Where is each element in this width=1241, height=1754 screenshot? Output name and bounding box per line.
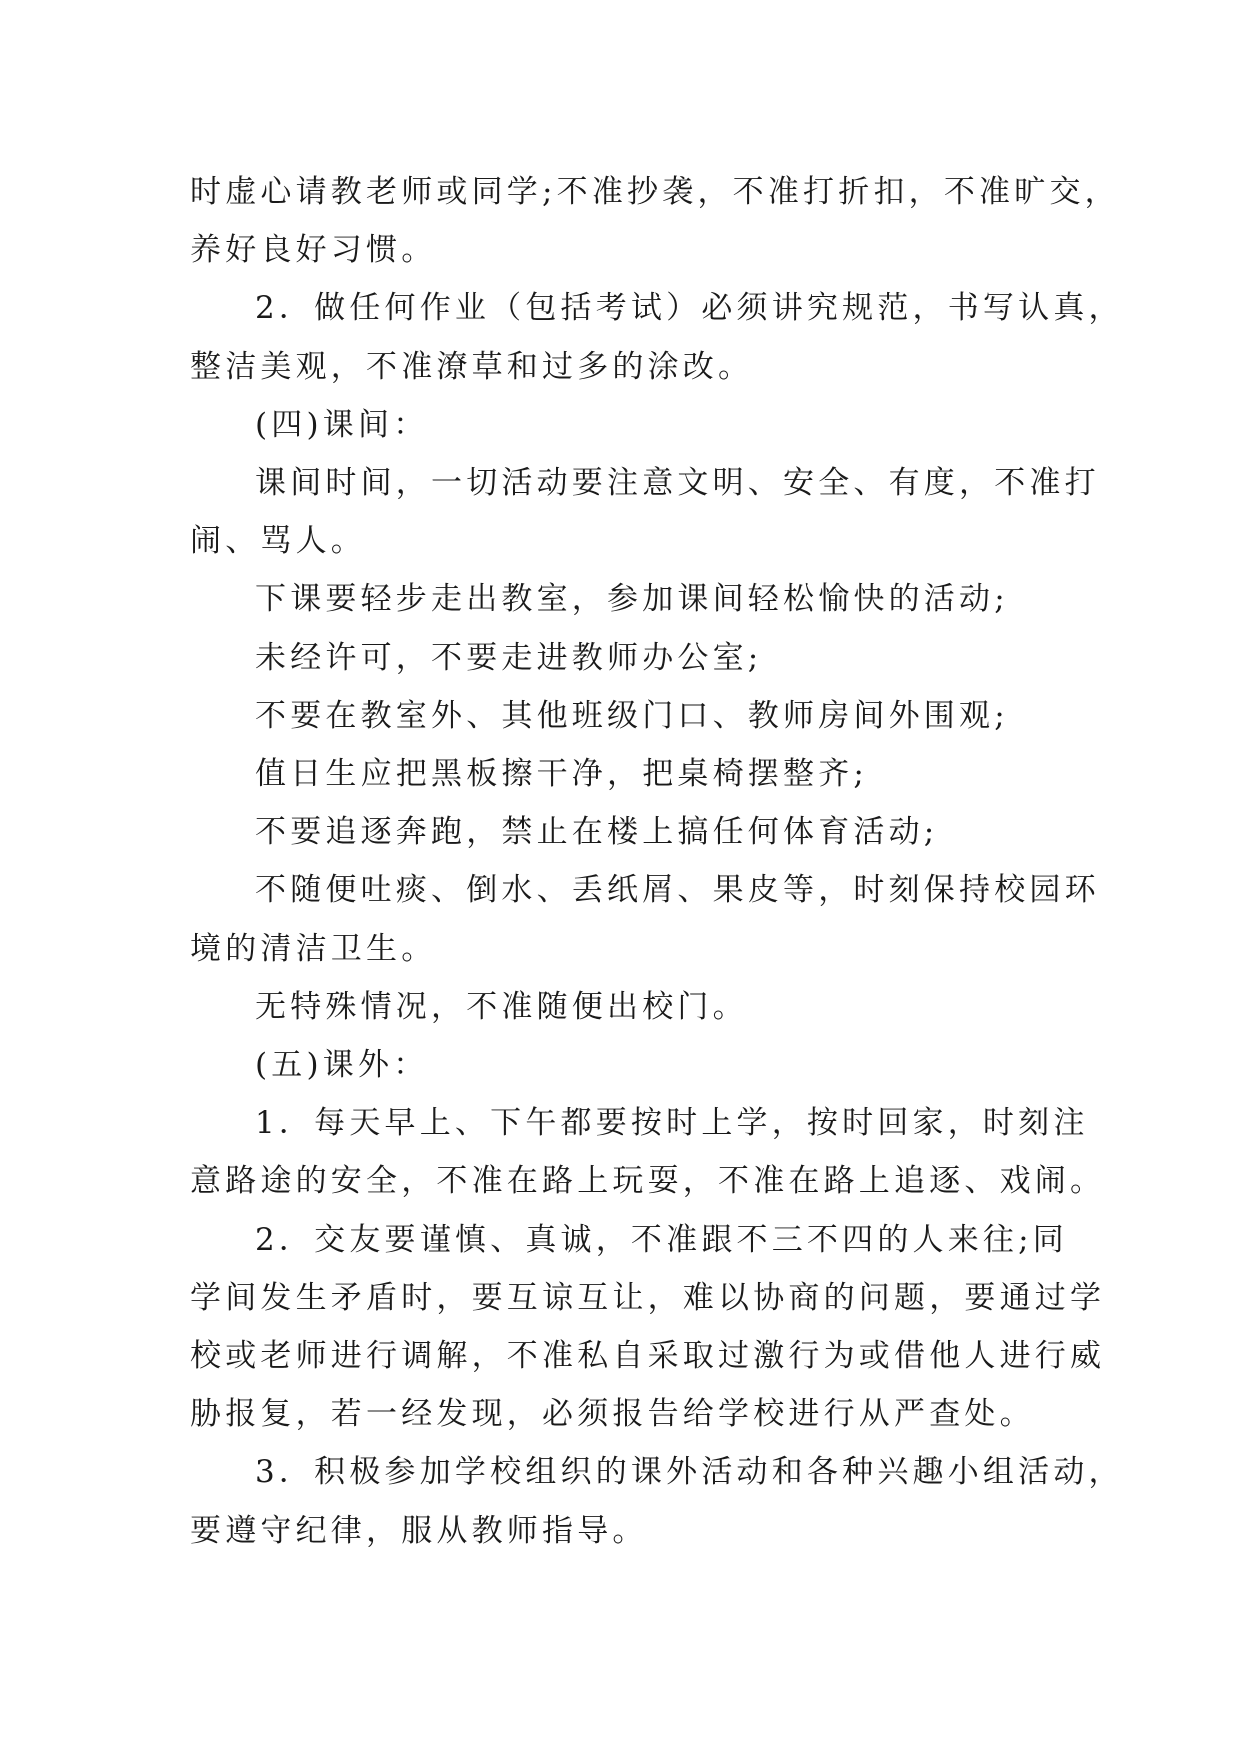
section-heading: (四)课间： <box>255 406 429 443</box>
text-line: 养好良好习惯。 <box>190 232 437 269</box>
text-line: 3．积极参加学校组织的课外活动和各种兴趣小组活动， <box>255 1454 1124 1491</box>
document-body <box>190 163 1124 1560</box>
text-line: 境的清洁卫生。 <box>190 930 437 967</box>
text-line: 课间时间，一切活动要注意文明、安全、有度，不准打 <box>255 465 1100 502</box>
text-line: 时虚心请教老师或同学;不准抄袭，不准打折扣，不准旷交， <box>190 174 1120 210</box>
text-line: 无特殊情况，不准随便出校门。 <box>255 988 748 1025</box>
text-line: 不随便吐痰、倒水、丢纸屑、果皮等，时刻保持校园环 <box>255 872 1100 909</box>
text-line: 不要在教室外、其他班级门口、教师房间外围观; <box>255 697 1009 734</box>
text-line: 不要追逐奔跑，禁止在楼上搞任何体育活动; <box>255 814 939 851</box>
text-line: 要遵守纪律，服从教师指导。 <box>190 1512 648 1549</box>
text-line: 下课要轻步走出教室，参加课间轻松愉快的活动; <box>255 581 1009 618</box>
text-line: 闹、骂人。 <box>190 523 366 560</box>
text-line: 整洁美观，不准潦草和过多的涂改。 <box>190 348 754 385</box>
text-line: 意路途的安全，不准在路上玩耍，不准在路上追逐、戏闹。 <box>190 1163 1106 1200</box>
section-heading: (五)课外： <box>255 1047 429 1084</box>
text-line: 值日生应把黑板擦干净，把桌椅摆整齐; <box>255 756 869 793</box>
text-line: 校或老师进行调解，不准私自采取过激行为或借他人进行威 <box>190 1338 1106 1375</box>
text-line: 学间发生矛盾时，要互谅互让，难以协商的问题，要通过学 <box>190 1279 1106 1316</box>
text-line: 胁报复，若一经发现，必须报告给学校进行从严查处。 <box>190 1396 1035 1433</box>
text-line: 未经许可，不要走进教师办公室; <box>255 639 763 676</box>
text-line: 2．交友要谨慎、真诚，不准跟不三不四的人来往;同 <box>255 1221 1068 1258</box>
text-line: 2．做任何作业（包括考试）必须讲究规范，书写认真， <box>255 290 1124 327</box>
text-line: 1．每天早上、下午都要按时上学，按时回家，时刻注 <box>255 1105 1089 1142</box>
